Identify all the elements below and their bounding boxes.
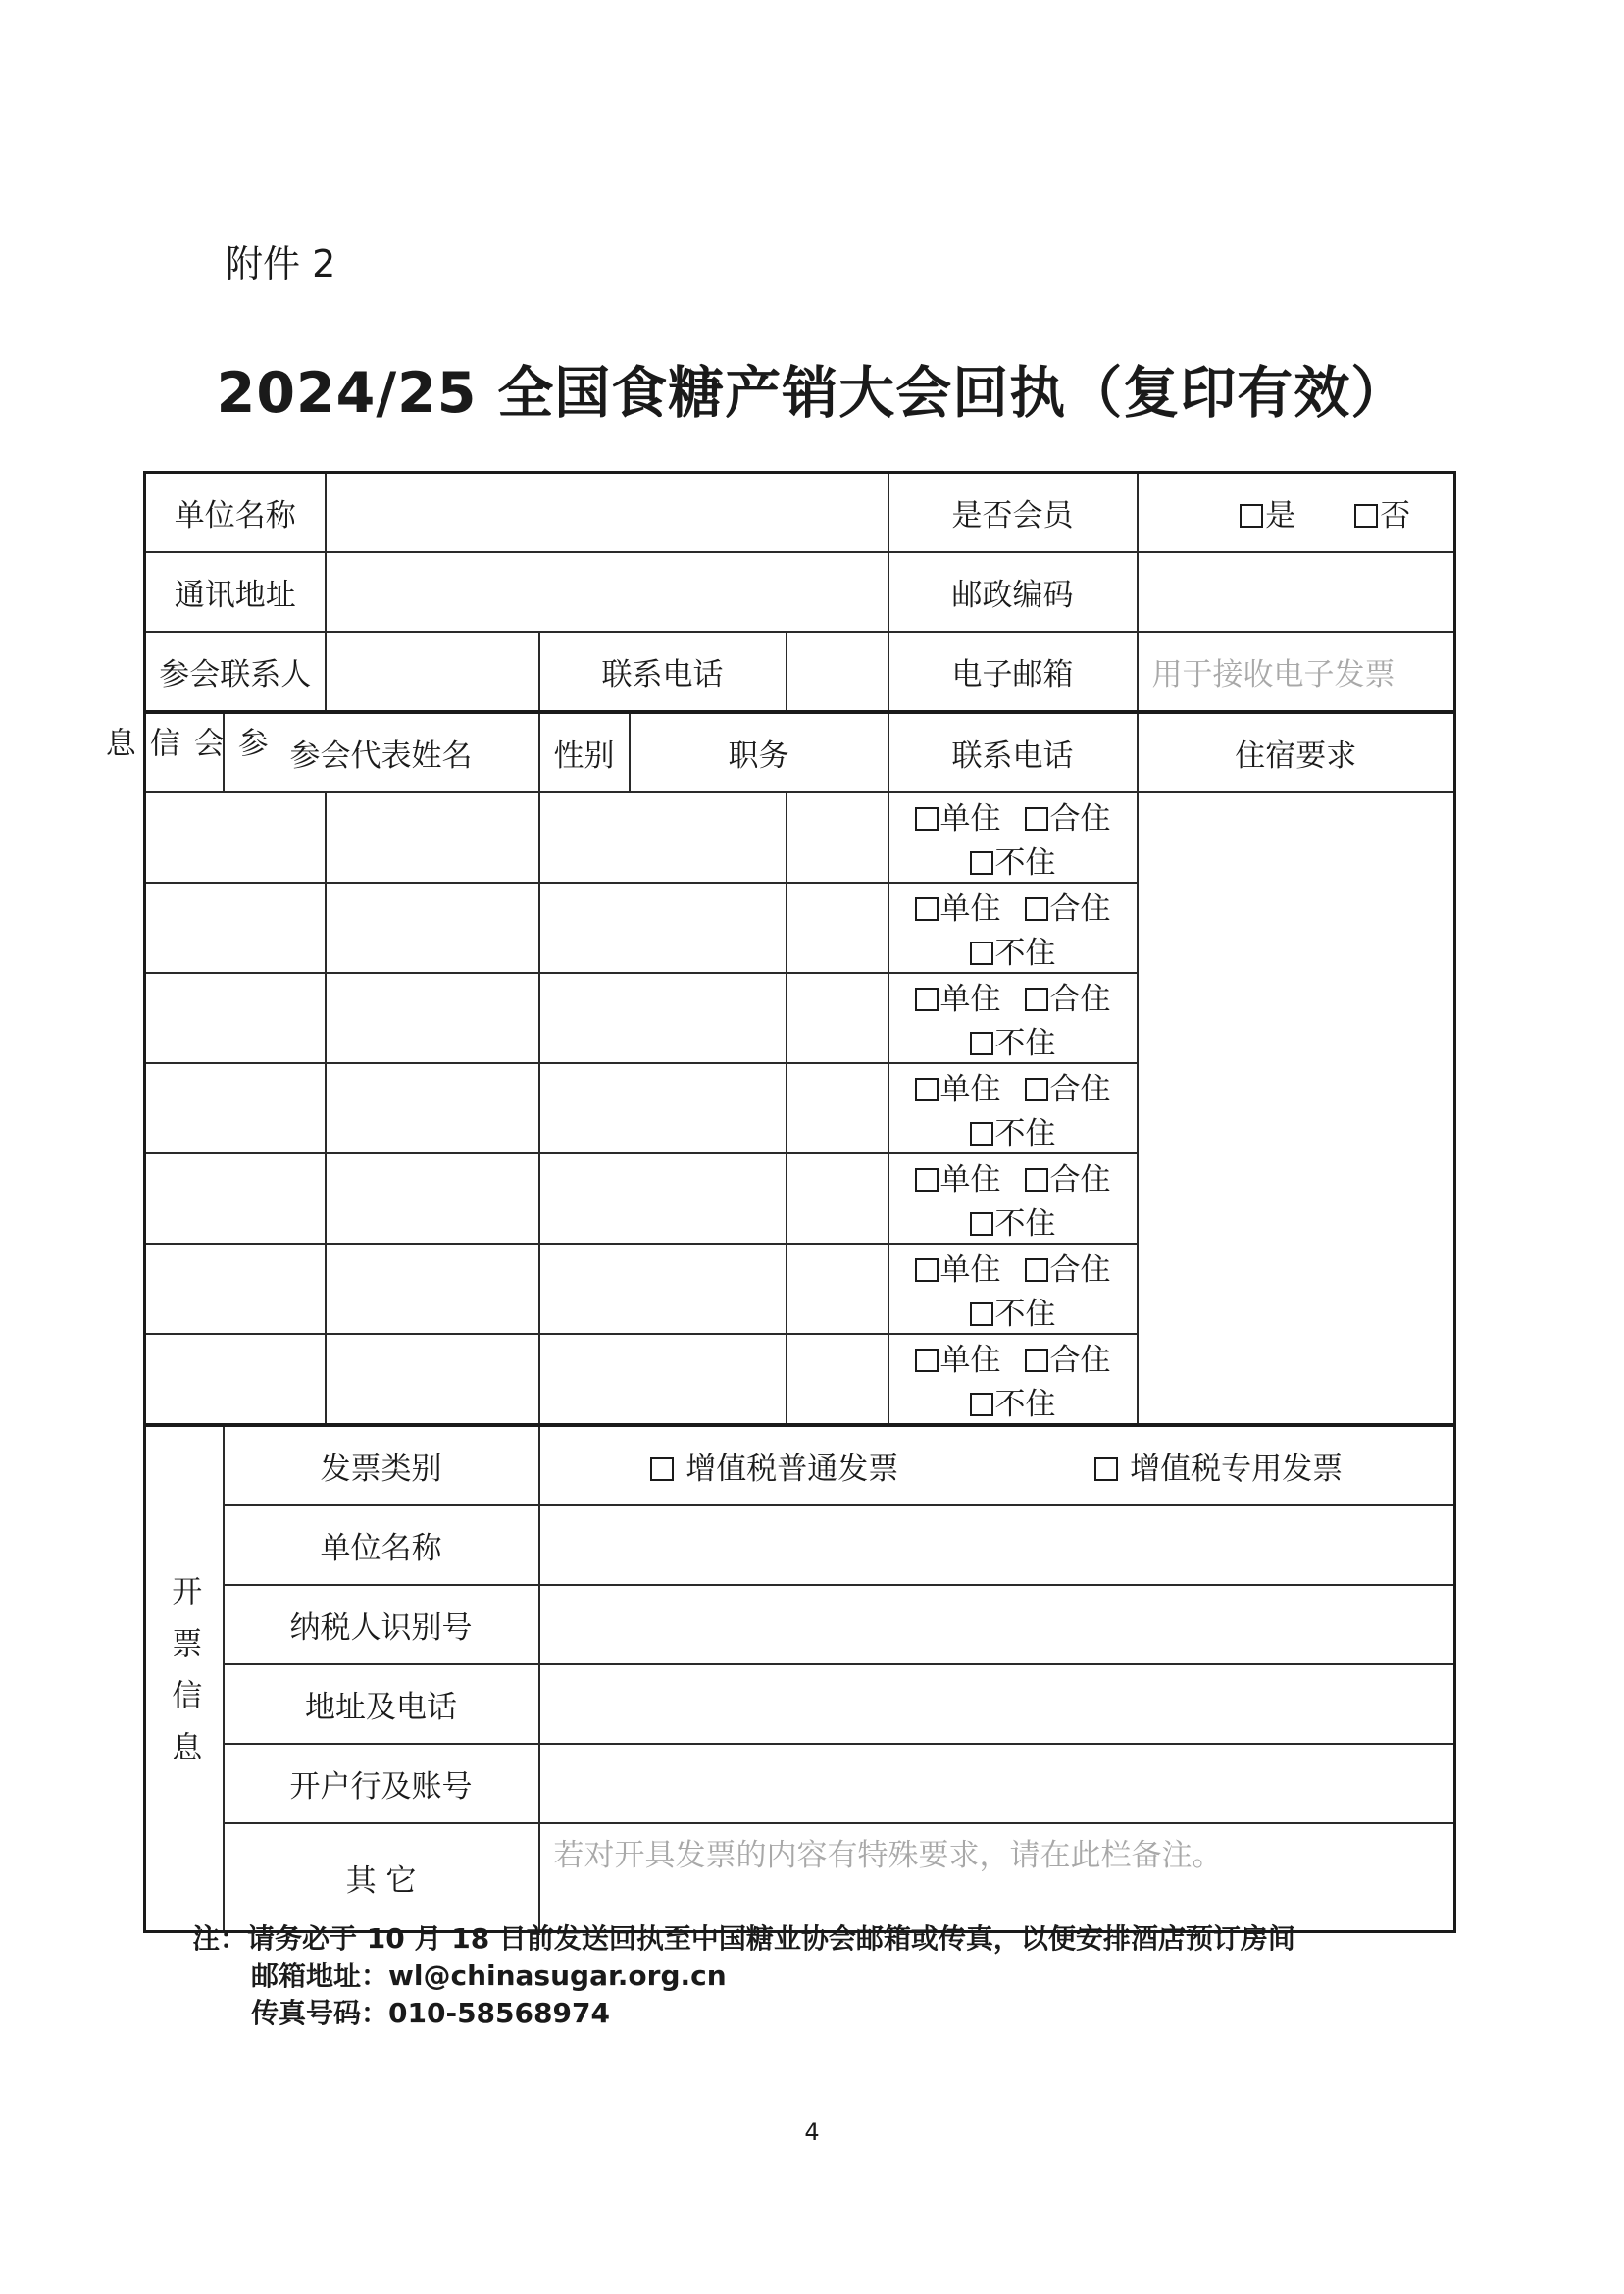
attendee-header-row <box>145 712 1455 792</box>
invoice-address-phone-field[interactable] <box>539 1664 1455 1744</box>
lodging-option-label: 不住 <box>994 1026 1056 1061</box>
checkbox-icon <box>915 1258 939 1282</box>
lodging-option[interactable] <box>970 1116 1056 1151</box>
receipt-form <box>99 471 1456 1933</box>
attendee-name-field[interactable] <box>145 792 326 883</box>
lodging-option[interactable] <box>970 845 1056 881</box>
attendee-name-field[interactable] <box>145 1063 326 1153</box>
header-lodging: 住宿要求 <box>1138 712 1455 792</box>
lodging-option-label: 合住 <box>1049 892 1111 927</box>
attendee-phone-field[interactable] <box>787 973 888 1063</box>
invoice-type-row <box>145 1425 1455 1505</box>
attendee-phone-field[interactable] <box>787 1063 888 1153</box>
lodging-option[interactable] <box>1025 982 1111 1017</box>
lodging-option-label: 单住 <box>939 1343 1001 1378</box>
invoice-type-label: 发票类别 <box>224 1425 539 1505</box>
attendee-name-field[interactable] <box>145 1334 326 1425</box>
attendee-lodging-options <box>888 1334 1138 1425</box>
address-row <box>145 552 1455 632</box>
attendee-row <box>145 1153 1455 1244</box>
form-title: 2024/25 全国食糖产销大会回执（复印有效） <box>216 361 1408 426</box>
invoice-type-special[interactable] <box>1094 1452 1343 1487</box>
lodging-option[interactable] <box>1025 1252 1111 1288</box>
checkbox-icon <box>915 897 939 921</box>
lodging-option[interactable] <box>970 1026 1056 1061</box>
lodging-option-label: 单住 <box>939 892 1001 927</box>
checkbox-icon <box>915 1349 939 1372</box>
invoice-address-row <box>145 1664 1455 1744</box>
attendee-name-field[interactable] <box>145 973 326 1063</box>
checkbox-icon <box>970 1393 993 1416</box>
lodging-option-label: 合住 <box>1049 1252 1111 1288</box>
checkbox-icon <box>970 942 993 965</box>
invoice-type-options <box>539 1425 1455 1505</box>
attendee-name-field[interactable] <box>145 883 326 973</box>
lodging-option[interactable] <box>1025 1343 1111 1378</box>
attendee-position-field[interactable] <box>539 1063 787 1153</box>
invoice-tax-id-row <box>145 1585 1455 1664</box>
unit-name-label: 单位名称 <box>145 473 326 553</box>
header-name: 参会代表姓名 <box>224 712 539 792</box>
lodging-option-label: 不住 <box>994 936 1056 971</box>
checkbox-icon <box>915 1078 939 1101</box>
checkbox-icon <box>970 1212 993 1236</box>
invoice-type-normal-label: 增值税普通发票 <box>685 1452 899 1487</box>
lodging-option-label: 合住 <box>1049 1072 1111 1107</box>
invoice-other-label: 其 它 <box>224 1823 539 1932</box>
contact-phone-field[interactable] <box>787 632 888 712</box>
attendee-position-field[interactable] <box>539 792 787 883</box>
lodging-option-label: 单住 <box>939 1072 1001 1107</box>
checkbox-icon <box>1025 1168 1048 1192</box>
attendee-name-field[interactable] <box>145 1153 326 1244</box>
attendee-lodging-options <box>888 883 1138 973</box>
checkbox-icon <box>970 1032 993 1055</box>
member-no-option[interactable] <box>1354 498 1410 534</box>
lodging-option-label: 合住 <box>1049 1162 1111 1198</box>
postal-code-label: 邮政编码 <box>888 552 1138 632</box>
attendee-gender-field[interactable] <box>326 1334 539 1425</box>
lodging-option[interactable] <box>1025 892 1111 927</box>
invoice-type-special-label: 增值税专用发票 <box>1130 1452 1344 1487</box>
lodging-option-label: 不住 <box>994 845 1056 881</box>
lodging-option[interactable] <box>915 982 1001 1017</box>
attendee-position-field[interactable] <box>539 1334 787 1425</box>
member-yes-option[interactable] <box>1240 498 1295 534</box>
attendee-lodging-options <box>888 792 1138 883</box>
is-member-label: 是否会员 <box>888 473 1138 553</box>
lodging-option-label: 单住 <box>939 982 1001 1017</box>
attendee-lodging-options <box>888 1153 1138 1244</box>
checkbox-icon <box>970 851 993 875</box>
attendee-position-field[interactable] <box>539 883 787 973</box>
lodging-option-label: 不住 <box>994 1297 1056 1332</box>
checkbox-icon <box>915 807 939 831</box>
postal-code-field[interactable] <box>1138 552 1455 632</box>
checkbox-icon <box>1025 897 1048 921</box>
attendee-rows <box>145 792 1455 1425</box>
attendee-name-field[interactable] <box>145 1244 326 1334</box>
member-options <box>1138 473 1455 553</box>
contact-row <box>145 632 1455 712</box>
header-phone: 联系电话 <box>888 712 1138 792</box>
invoice-tax-id-field[interactable] <box>539 1585 1455 1664</box>
checkbox-icon <box>1025 807 1048 831</box>
lodging-option[interactable] <box>915 801 1001 837</box>
address-field[interactable] <box>326 552 888 632</box>
attendee-position-field[interactable] <box>539 1153 787 1244</box>
invoice-unit-name-label: 单位名称 <box>224 1505 539 1585</box>
attendee-gender-field[interactable] <box>326 1063 539 1153</box>
lodging-option-label: 不住 <box>994 1387 1056 1422</box>
unit-name-row <box>145 473 1455 553</box>
checkbox-icon <box>1025 1349 1048 1372</box>
checkbox-icon <box>970 1122 993 1146</box>
attendee-gender-field[interactable] <box>326 1244 539 1334</box>
lodging-option-label: 合住 <box>1049 801 1111 837</box>
attendee-row <box>145 973 1455 1063</box>
lodging-option-label: 单住 <box>939 1162 1001 1198</box>
attendee-phone-field[interactable] <box>787 1153 888 1244</box>
invoice-other-field[interactable]: 若对开具发票的内容有特殊要求，请在此栏备注。 <box>539 1823 1455 1932</box>
attendee-gender-field[interactable] <box>326 883 539 973</box>
attendee-gender-field[interactable] <box>326 973 539 1063</box>
invoice-type-normal[interactable] <box>650 1452 898 1487</box>
lodging-option-label: 合住 <box>1049 1343 1111 1378</box>
lodging-option[interactable] <box>915 1072 1001 1107</box>
attendee-gender-field[interactable] <box>326 792 539 883</box>
invoice-address-phone-label: 地址及电话 <box>224 1664 539 1744</box>
lodging-option[interactable] <box>1025 1072 1111 1107</box>
checkbox-icon <box>650 1457 674 1481</box>
invoice-section-label: 开票信息 <box>145 1425 224 1932</box>
contact-person-label: 参会联系人 <box>145 632 326 712</box>
lodging-option[interactable] <box>1025 801 1111 837</box>
lodging-option[interactable] <box>970 936 1056 971</box>
contact-person-field[interactable] <box>326 632 539 712</box>
attendee-row <box>145 792 1455 883</box>
checkbox-icon <box>1025 988 1048 1011</box>
lodging-option[interactable] <box>915 1252 1001 1288</box>
attendee-position-field[interactable] <box>539 973 787 1063</box>
unit-name-field[interactable] <box>326 473 888 553</box>
attendee-lodging-options <box>888 1063 1138 1153</box>
lodging-option[interactable] <box>915 892 1001 927</box>
page-number: 4 <box>804 2118 820 2146</box>
invoice-bank-account-field[interactable] <box>539 1744 1455 1823</box>
lodging-option-label: 不住 <box>994 1206 1056 1242</box>
lodging-option[interactable] <box>915 1162 1001 1198</box>
address-label: 通讯地址 <box>145 552 326 632</box>
attendee-phone-field[interactable] <box>787 792 888 883</box>
lodging-option-label: 不住 <box>994 1116 1056 1151</box>
attendee-row <box>145 883 1455 973</box>
checkbox-icon <box>915 988 939 1011</box>
header-position: 职务 <box>630 712 888 792</box>
checkbox-icon <box>970 1302 993 1326</box>
attendee-position-field[interactable] <box>539 1244 787 1334</box>
invoice-unit-row <box>145 1505 1455 1585</box>
checkbox-icon <box>1025 1258 1048 1282</box>
member-no-label: 否 <box>1380 498 1411 534</box>
checkbox-icon <box>1240 504 1263 528</box>
attendee-gender-field[interactable] <box>326 1153 539 1244</box>
invoice-bank-account-label: 开户行及账号 <box>224 1744 539 1823</box>
notes-block <box>192 1920 1295 2032</box>
note-line-email: 邮箱地址：wl@chinasugar.org.cn <box>251 1960 727 1992</box>
lodging-option[interactable] <box>970 1387 1056 1422</box>
attendee-section-label: 参会信息 <box>145 712 224 792</box>
invoice-bank-row <box>145 1744 1455 1823</box>
attendee-row <box>145 1244 1455 1334</box>
lodging-option[interactable] <box>915 1343 1001 1378</box>
checkbox-icon <box>915 1168 939 1192</box>
lodging-option[interactable] <box>970 1206 1056 1242</box>
email-label: 电子邮箱 <box>888 632 1138 712</box>
attendee-phone-field[interactable] <box>787 883 888 973</box>
lodging-option[interactable] <box>970 1297 1056 1332</box>
checkbox-icon <box>1094 1457 1118 1481</box>
attendee-row <box>145 1063 1455 1153</box>
attendee-row <box>145 1334 1455 1425</box>
attachment-label: 附件 2 <box>226 242 336 285</box>
lodging-option-label: 单住 <box>939 801 1001 837</box>
attendee-lodging-options <box>888 1244 1138 1334</box>
lodging-option-label: 单住 <box>939 1252 1001 1288</box>
member-yes-label: 是 <box>1265 498 1296 534</box>
attendee-phone-field[interactable] <box>787 1334 888 1425</box>
note-line-fax: 传真号码：010-58568974 <box>251 1997 610 2029</box>
lodging-option-label: 合住 <box>1049 982 1111 1017</box>
lodging-option[interactable] <box>1025 1162 1111 1198</box>
attendee-phone-field[interactable] <box>787 1244 888 1334</box>
invoice-other-row <box>145 1823 1455 1932</box>
checkbox-icon <box>1354 504 1378 528</box>
email-field[interactable]: 用于接收电子发票 <box>1138 632 1455 712</box>
invoice-unit-name-field[interactable] <box>539 1505 1455 1585</box>
note-line-deadline: 注：请务必于 10 月 18 日前发送回执至中国糖业协会邮箱或传真，以便安排酒店预订房间 <box>192 1922 1295 1955</box>
invoice-tax-id-label: 纳税人识别号 <box>224 1585 539 1664</box>
contact-phone-label: 联系电话 <box>539 632 787 712</box>
attendee-lodging-options <box>888 973 1138 1063</box>
header-gender: 性别 <box>539 712 630 792</box>
checkbox-icon <box>1025 1078 1048 1101</box>
